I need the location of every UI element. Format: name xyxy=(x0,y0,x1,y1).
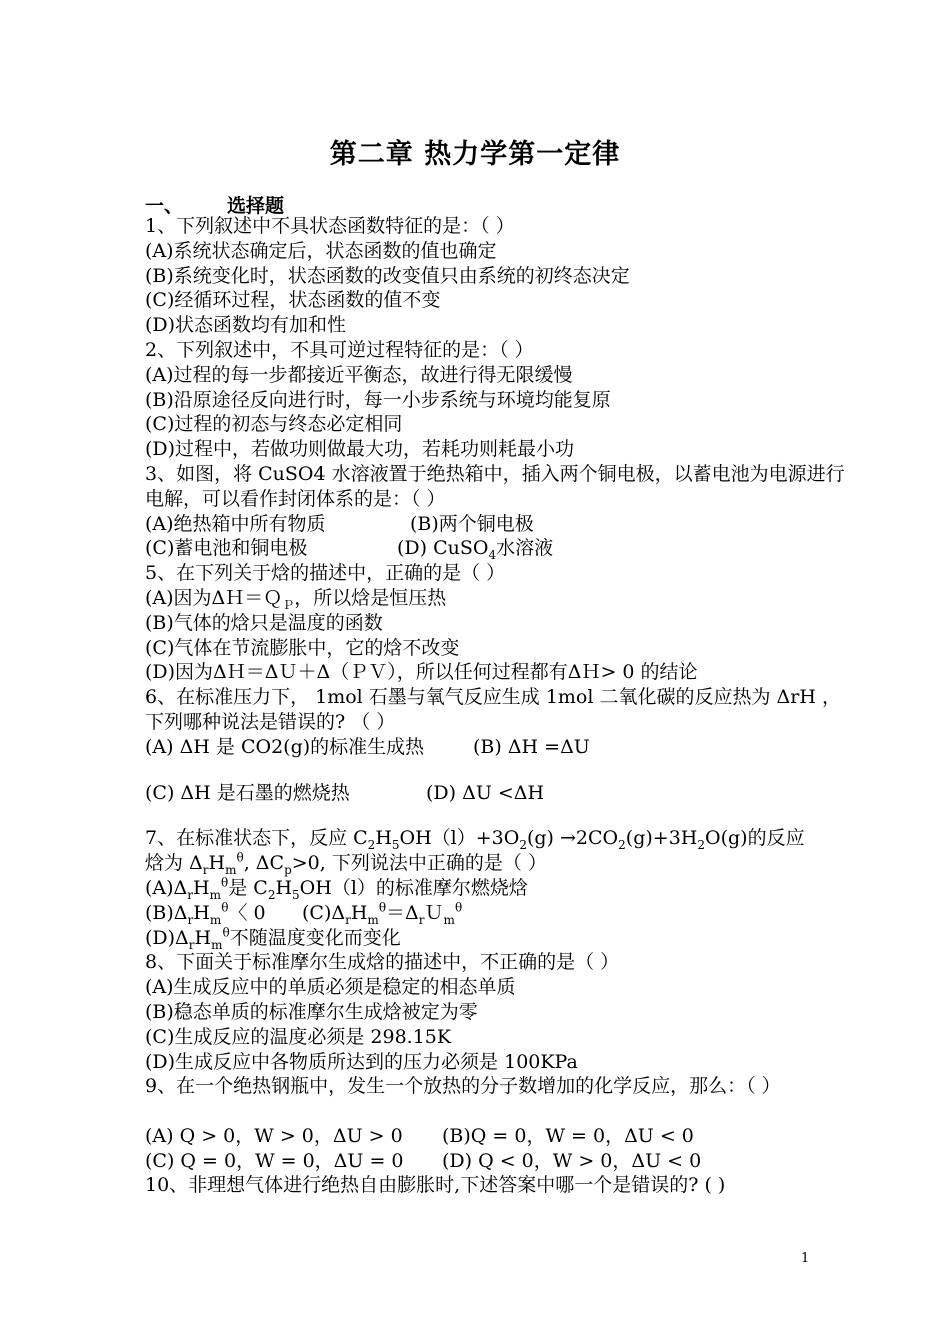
subscript: 2 xyxy=(618,838,626,853)
subscript: 5 xyxy=(292,887,300,902)
text: H xyxy=(194,926,212,949)
question-3-option-d-suffix: 水溶液 xyxy=(496,537,554,560)
question-5-option-a-text: (A)因为ΔＨ＝Ｑ xyxy=(145,586,283,609)
question-5-option-a xyxy=(145,586,855,611)
subscript: p xyxy=(284,862,292,877)
text: 7、在标准状态下，反应 C xyxy=(145,827,368,850)
spacer xyxy=(145,760,855,781)
question-5-option-a-suffix: ，所以焓是恒压热 xyxy=(294,586,447,609)
text: ＝Δ xyxy=(386,901,419,924)
superscript: θ xyxy=(454,900,463,915)
question-9-stem: 9、在一个绝热钢瓶中，发生一个放热的分子数增加的化学反应，那么：（ ） xyxy=(145,1075,781,1098)
text: H xyxy=(208,852,226,875)
subscript: 2 xyxy=(519,838,527,853)
text: 不随温度变化而变化 xyxy=(229,926,401,949)
text: O(g)的反应 xyxy=(705,827,805,850)
question-3-option-c: (C)蓄电池和铜电极 xyxy=(145,537,308,560)
section-number: 一、 xyxy=(145,195,184,217)
text: OH（l）的标准摩尔燃烧焓 xyxy=(299,876,528,899)
question-6-option-d: (D) ΔU <ΔH xyxy=(426,781,545,804)
question-9-option-c: (C) Q = 0，W = 0，ΔU = 0 xyxy=(145,1149,404,1172)
text: H xyxy=(193,901,210,924)
section-label: 选择题 xyxy=(227,195,285,217)
question-10-stem: 10、非理想气体进行绝热自由膨胀时,下述答案中哪一个是错误的? ( ) xyxy=(145,1174,726,1197)
superscript: θ xyxy=(221,875,229,890)
question-8-option-a: (A)生成反应中的单质必须是稳定的相态单质 xyxy=(145,976,516,999)
text: 是 C xyxy=(228,876,268,899)
text: >0, 下列说法中正确的是（ ） xyxy=(291,852,547,875)
question-2-option-d: (D)过程中，若做功则做最大功，若耗功则耗最小功 xyxy=(145,438,575,461)
question-list xyxy=(145,214,855,1198)
text: H xyxy=(193,876,210,899)
question-5-option-b: (B)气体的焓只是温度的函数 xyxy=(145,611,383,634)
page-title: 第二章 热力学第一定律 xyxy=(329,139,621,170)
question-2-stem: 2、下列叙述中，不具可逆过程特征的是：（ ） xyxy=(145,338,534,361)
question-2-option-a: (A)过程的每一步都接近平衡态，故进行得无限缓慢 xyxy=(145,363,573,386)
text: (D)Δ xyxy=(145,926,189,949)
superscript: θ xyxy=(236,850,244,865)
question-6-options-ab xyxy=(145,735,855,760)
superscript: θ xyxy=(378,900,387,915)
question-6-option-a: (A) ΔH 是 CO2(g)的标准生成热 xyxy=(145,735,425,758)
subscript: Ｐ xyxy=(282,597,295,612)
question-9-option-b: (B)Q = 0，W = 0，ΔU < 0 xyxy=(442,1124,694,1147)
subscript: 5 xyxy=(391,838,400,853)
text: Ｕ xyxy=(424,901,444,924)
question-8-stem: 8、下面关于标准摩尔生成焓的描述中，不正确的是（ ） xyxy=(145,951,620,974)
question-9-option-a: (A) Q > 0，W > 0，ΔU > 0 xyxy=(145,1124,403,1147)
subscript: r xyxy=(187,912,194,927)
question-9-options-cd xyxy=(145,1149,855,1174)
text: H xyxy=(375,827,392,850)
subscript: m xyxy=(211,937,223,952)
subscript: r xyxy=(188,937,195,952)
question-7-option-a xyxy=(145,876,855,901)
subscript: m xyxy=(367,912,379,927)
question-7-option-c xyxy=(302,900,463,927)
subscript: 2 xyxy=(367,838,376,853)
question-6-options-cd xyxy=(145,781,855,806)
question-2-option-c: (C)过程的初态与终态必定相同 xyxy=(145,413,403,436)
subscript: m xyxy=(225,862,237,877)
question-3-options-cd xyxy=(145,536,855,561)
question-3-option-d-text: (D) CuSO xyxy=(397,537,489,560)
text: (A)Δ xyxy=(145,876,188,899)
text: 焓为 Δ xyxy=(145,852,203,875)
page-number: 1 xyxy=(801,1251,810,1266)
text: (B)Δ xyxy=(145,901,188,924)
question-8-option-d: (D)生成反应中各物质所达到的压力必须是 100KPa xyxy=(145,1050,578,1073)
text: (g) →2CO xyxy=(526,827,619,850)
question-3-option-b: (B)两个铜电极 xyxy=(410,512,534,535)
subscript: r xyxy=(202,862,209,877)
subscript: m xyxy=(209,887,221,902)
spacer xyxy=(145,805,855,826)
question-1-option-c: (C)经循环过程，状态函数的值不变 xyxy=(145,289,441,312)
question-9-options-ab xyxy=(145,1124,855,1149)
text: OH（l）+3O xyxy=(399,827,520,850)
question-1-option-d: (D)状态函数均有加和性 xyxy=(145,314,347,337)
subscript: 2 xyxy=(267,887,276,902)
subscript: m xyxy=(443,912,455,927)
question-8-option-c: (C)生成反应的温度必须是 298.15K xyxy=(145,1025,452,1048)
question-5-option-c: (C)气体在节流膨胀中，它的焓不改变 xyxy=(145,636,460,659)
text: 〈 0 xyxy=(228,901,266,924)
question-3-stem: 3、如图，将 CuSO4 水溶液置于绝热箱中，插入两个铜电极，以蓄电池为电源进行电解，可以看作封闭体系的是：（ ） xyxy=(145,462,845,510)
subscript: 2 xyxy=(697,838,705,853)
question-7-stem-line-1 xyxy=(145,826,855,851)
question-1-option-a: (A)系统状态确定后，状态函数的值也确定 xyxy=(145,239,497,262)
superscript: θ xyxy=(221,900,229,915)
question-6-stem: 6、在标准压力下， 1mol 石墨与氧气反应生成 1mol 二氧化碳的反应热为 ΔrH ，下列哪种说法是错误的? （ ） xyxy=(145,686,841,733)
question-1-option-b: (B)系统变化时，状态函数的改变值只由系统的初终态决定 xyxy=(145,264,630,287)
superscript: θ xyxy=(222,925,230,940)
text: H xyxy=(275,876,293,899)
question-5-stem: 5、在下列关于焓的描述中，正确的是（ ） xyxy=(145,562,506,585)
subscript: 4 xyxy=(488,548,497,563)
question-3-option-a: (A)绝热箱中所有物质 xyxy=(145,512,326,535)
question-9-option-d: (D) Q < 0，W > 0，ΔU < 0 xyxy=(442,1149,702,1172)
question-8-option-b: (B)稳态单质的标准摩尔生成焓被定为零 xyxy=(145,1000,478,1023)
question-5-option-d: (D)因为ΔＨ＝ΔＵ＋Δ（ＰＶ），所以任何过程都有ΔＨ> 0 的结论 xyxy=(145,661,698,684)
question-7-options-bc xyxy=(145,901,855,926)
question-6-option-c: (C) ΔH 是石墨的燃烧热 xyxy=(145,781,350,804)
subscript: m xyxy=(209,912,222,927)
text: , ΔC xyxy=(243,852,285,875)
text: (g)+3H xyxy=(625,827,698,850)
text: (C)Δ xyxy=(302,901,346,924)
question-7-option-b xyxy=(145,901,302,926)
subscript: r xyxy=(187,887,194,902)
question-7-stem-line-2 xyxy=(145,851,855,876)
question-6-option-b: (B) ΔH =ΔU xyxy=(473,735,590,758)
subscript: r xyxy=(418,912,425,927)
question-3-option-d xyxy=(397,537,554,563)
question-7-option-d xyxy=(145,926,855,951)
question-1-stem: 1、下列叙述中不具状态函数特征的是：（ ） xyxy=(145,215,515,237)
subscript: r xyxy=(345,912,351,927)
text: H xyxy=(350,901,368,924)
question-2-option-b: (B)沿原途径反向进行时，每一小步系统与环境均能复原 xyxy=(145,388,611,411)
question-3-options-ab xyxy=(145,512,855,537)
